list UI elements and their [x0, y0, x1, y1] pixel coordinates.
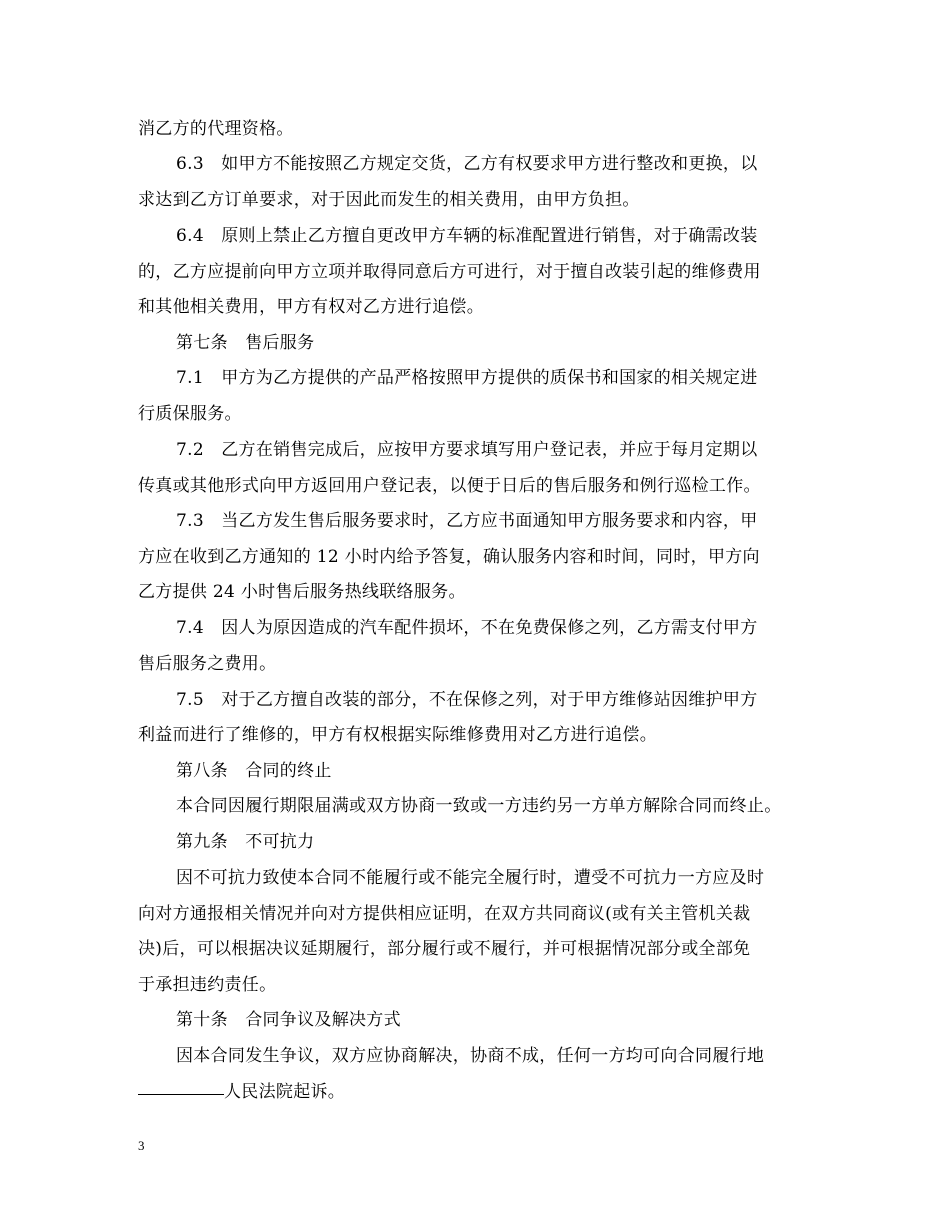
- clause-6-4-line: 6.4 原则上禁止乙方擅自更改甲方车辆的标准配置进行销售，对于确需改装: [176, 226, 758, 246]
- paragraph-line: 本合同因履行期限届满或双方协商一致或一方违约另一方单方解除合同而终止。: [176, 796, 782, 816]
- paragraph-line: 向对方通报相关情况并向对方提供相应证明，在双方共同商议(或有关主管机关裁: [138, 904, 751, 924]
- clause-6-3-line: 6.3 如甲方不能按照乙方规定交货，乙方有权要求甲方进行整改和更换，以: [176, 154, 758, 174]
- paragraph-line: 消乙方的代理资格。: [138, 119, 294, 139]
- paragraph-line: 行质保服务。: [138, 404, 242, 424]
- article-9-heading: 第九条 不可抗力: [176, 832, 315, 852]
- clause-7-3-line: 7.3 当乙方发生售后服务要求时，乙方应书面通知甲方服务要求和内容，甲: [176, 511, 758, 531]
- article-7-heading: 第七条 售后服务: [176, 333, 315, 353]
- paragraph-line-with-blank: [138, 1082, 345, 1102]
- paragraph-line: 方应在收到乙方通知的 12 小时内给予答复，确认服务内容和时间，同时，甲方向: [138, 547, 760, 567]
- clause-7-4-line: 7.4 因人为原因造成的汽车配件损坏，不在免费保修之列，乙方需支付甲方: [176, 618, 758, 638]
- paragraph-line: 于承担违约责任。: [138, 975, 277, 995]
- article-10-heading: 第十条 合同争议及解决方式: [176, 1010, 401, 1030]
- paragraph-line: 的，乙方应提前向甲方立项并取得同意后方可进行，对于擅自改装引起的维修费用: [138, 262, 761, 282]
- paragraph-line: 传真或其他形式向甲方返回用户登记表，以便于日后的售后服务和例行巡检工作。: [138, 476, 761, 496]
- paragraph-line: 求达到乙方订单要求，对于因此而发生的相关费用，由甲方负担。: [138, 190, 640, 210]
- page-number: 3: [138, 1138, 145, 1153]
- paragraph-line: 因不可抗力致使本合同不能履行或不能完全履行时，遭受不可抗力一方应及时: [176, 868, 765, 888]
- clause-7-5-line: 7.5 对于乙方擅自改装的部分，不在保修之列，对于甲方维修站因维护甲方: [176, 690, 758, 710]
- paragraph-line: 因本合同发生争议，双方应协商解决，协商不成，任何一方均可向合同履行地: [176, 1046, 765, 1066]
- clause-7-1-line: 7.1 甲方为乙方提供的产品严格按照甲方提供的质保书和国家的相关规定进: [176, 368, 758, 388]
- article-8-heading: 第八条 合同的终止: [176, 761, 332, 781]
- paragraph-line: 售后服务之费用。: [138, 654, 277, 674]
- paragraph-line: 决)后，可以根据决议延期履行，部分履行或不履行，并可根据情况部分或全部免: [138, 939, 751, 959]
- paragraph-line: 和其他相关费用，甲方有权对乙方进行追偿。: [138, 297, 484, 317]
- clause-7-2-line: 7.2 乙方在销售完成后，应按甲方要求填写用户登记表，并应于每月定期以: [176, 440, 758, 460]
- court-text: 人民法院起诉。: [224, 1082, 346, 1102]
- paragraph-line: 利益而进行了维修的，甲方有权根据实际维修费用对乙方进行追偿。: [138, 725, 657, 745]
- paragraph-line: 乙方提供 24 小时售后服务热线联络服务。: [138, 582, 466, 602]
- fill-in-blank: [138, 1094, 224, 1095]
